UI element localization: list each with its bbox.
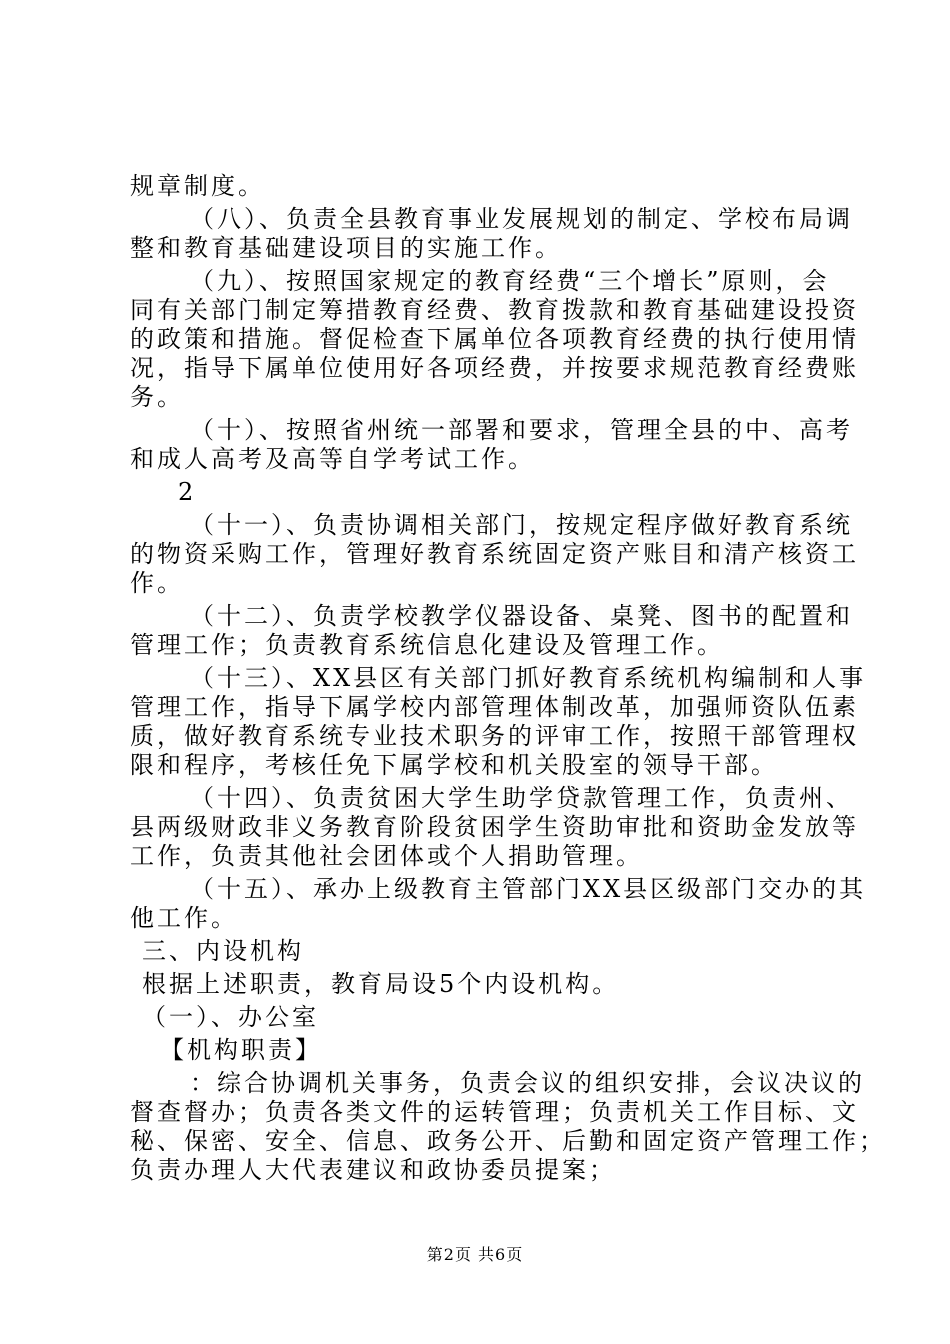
- text-line: 规章制度。: [130, 172, 265, 200]
- page-footer: 第2页 共6页: [426, 1245, 524, 1264]
- paragraph-start: （十）、按照省州统一部署和要求，管理全县的中、高考: [190, 416, 853, 444]
- text-line: 管理工作；负责教育系统信息化建设及管理工作。: [130, 631, 724, 659]
- paragraph-start: ：综合协调机关事务，负责会议的组织安排，会议决议的: [190, 1069, 865, 1097]
- text-line: 质，做好教育系统专业技术职务的评审工作，按照干部管理权: [130, 722, 859, 750]
- text-line: 管理工作，指导下属学校内部管理体制改革，加强师资队伍素: [130, 693, 859, 721]
- paragraph-start: （十四）、负责贫困大学生助学贷款管理工作，负责州、: [190, 784, 853, 812]
- text-line: 根据上述职责，教育局设5个内设机构。: [142, 970, 620, 998]
- paragraph-start: （十二）、负责学校教学仪器设备、桌凳、图书的配置和: [190, 602, 853, 630]
- subsection-heading: （一）、办公室: [142, 1003, 319, 1031]
- paragraph-start: （十一）、负责协调相关部门，按规定程序做好教育系统: [190, 511, 853, 539]
- text-line: 况，指导下属单位使用好各项经费，并按要求规范教育经费账: [130, 354, 859, 382]
- text-line: 督查督办；负责各类文件的运转管理；负责机关工作目标、文: [130, 1098, 859, 1126]
- document-body: [130, 172, 886, 1185]
- text-line: 工作，负责其他社会团体或个人捐助管理。: [130, 842, 643, 870]
- text-line: 务。: [130, 383, 184, 411]
- text-line: 县两级财政非义务教育阶段贫困学生资助审批和资助金发放等: [130, 813, 859, 841]
- text-line: 的政策和措施。督促检查下属单位各项教育经费的执行使用情: [130, 325, 859, 353]
- text-line: 他工作。: [130, 904, 238, 932]
- text-line: 秘、保密、安全、信息、政务公开、后勤和固定资产管理工作；: [130, 1127, 886, 1155]
- text-line: 整和教育基础建设项目的实施工作。: [130, 234, 562, 262]
- section-heading: 三、内设机构: [142, 937, 304, 965]
- inline-page-number: 2: [178, 478, 197, 506]
- text-line: 作。: [130, 569, 184, 597]
- text-line: 同有关部门制定筹措教育经费、教育拨款和教育基础建设投资: [130, 296, 859, 324]
- paragraph-start: （十五）、承办上级教育主管部门XX县区级部门交办的其: [190, 875, 867, 903]
- text-line: 负责办理人大代表建议和政协委员提案；: [130, 1156, 616, 1184]
- bracket-label: 【机构职责】: [160, 1036, 322, 1064]
- paragraph-start: （九）、按照国家规定的教育经费“三个增长”原则，会: [190, 267, 830, 295]
- paragraph-start: （十三）、XX县区有关部门抓好教育系统机构编制和人事: [190, 664, 867, 692]
- paragraph-start: （八）、负责全县教育事业发展规划的制定、学校布局调: [190, 205, 853, 233]
- text-line: 的物资采购工作，管理好教育系统固定资产账目和清产核资工: [130, 540, 859, 568]
- text-line: 限和程序，考核任免下属学校和机关股室的领导干部。: [130, 751, 778, 779]
- text-line: 和成人高考及高等自学考试工作。: [130, 445, 535, 473]
